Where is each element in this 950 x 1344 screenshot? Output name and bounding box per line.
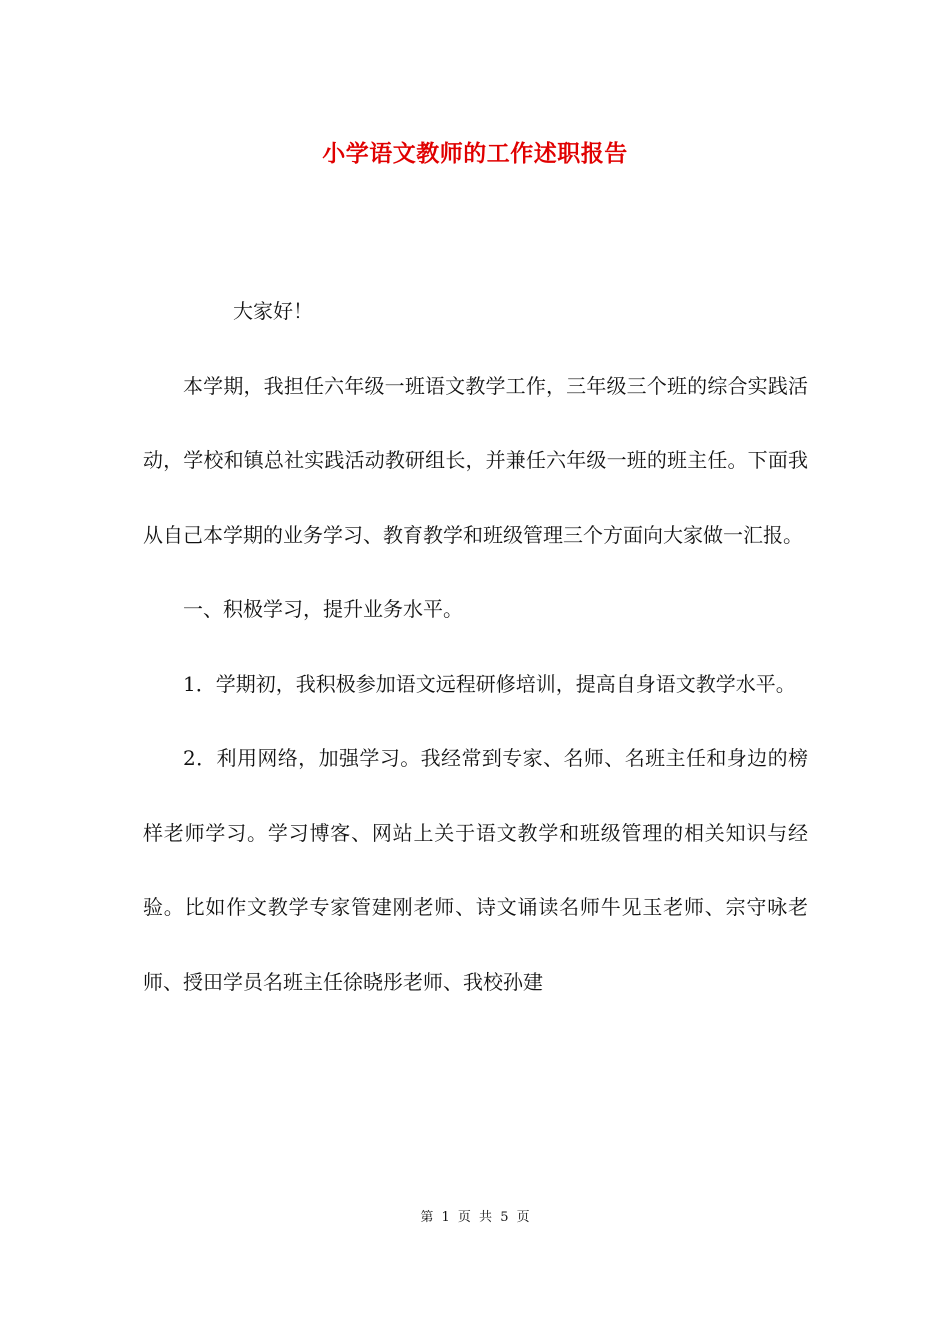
paragraph-item-1: 1．学期初，我积极参加语文远程研修培训，提高自身语文教学水平。 [183,671,796,696]
paragraph-section-heading: 一、积极学习，提升业务水平。 [183,597,463,621]
document-body [143,274,808,1019]
page-number-footer: 第 1 页 共 5 页 [420,1210,530,1225]
paragraph-intro: 本学期，我担任六年级一班语文教学工作，三年级三个班的综合实践活动，学校和镇总社实践活动教研组长，并兼任六年级一班的班主任。下面我从自己本学期的业务学习、教育教学和班级管理三个方面向大家做一汇报。 [143,373,808,547]
paragraph-salutation: 大家好！ [233,299,313,323]
document-title: 小学语文教师的工作述职报告 [322,140,628,167]
paragraph-item-2: 2．利用网络，加强学习。我经常到专家、名师、名班主任和身边的榜样老师学习。学习博客、网站上关于语文教学和班级管理的相关知识与经验。比如作文教学专家管建刚老师、诗文诵读名师牛见玉老师、宗守咏老师、授田学员名班主任徐晓彤老师、我校孙建 [143,746,808,994]
